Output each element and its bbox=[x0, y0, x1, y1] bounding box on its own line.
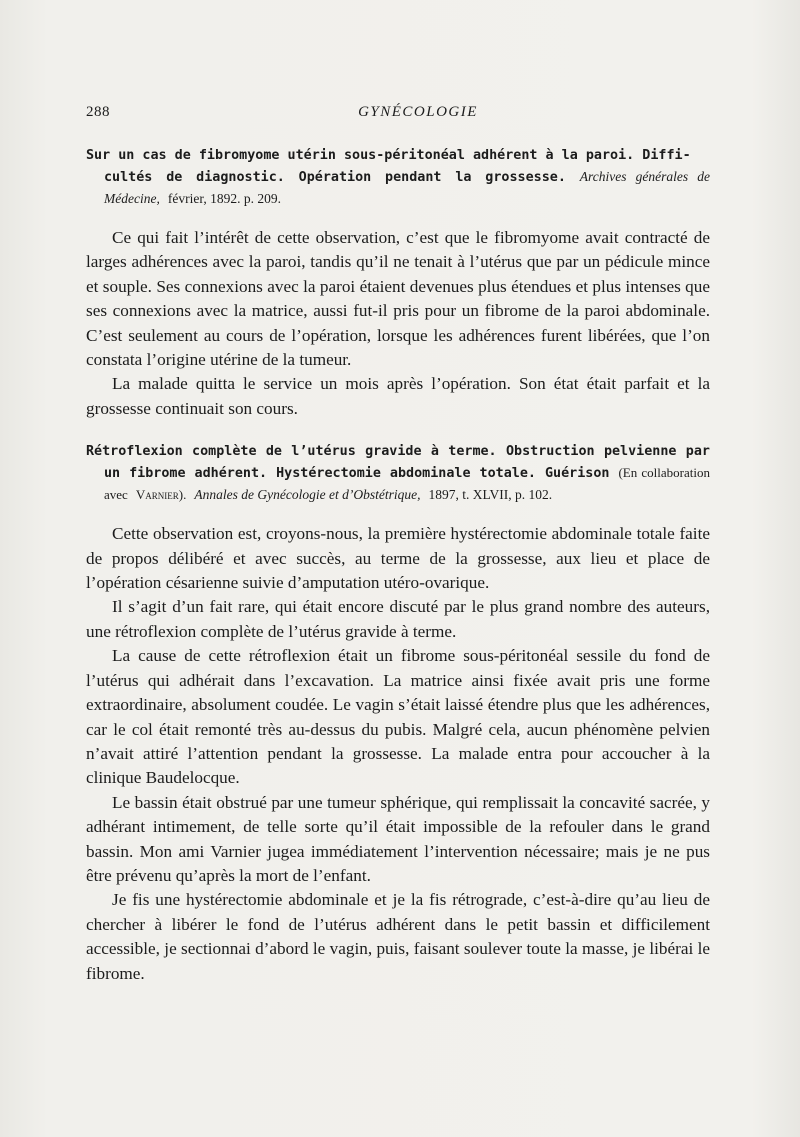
paragraph: La cause de cette rétroflexion était un fibrome sous-péritonéal sessile du fond de l’utérus qui adhérait dans l’excavation. La matrice ainsi fixée avait pris une forme extraordinaire, absolument coudée. Le vagin s’était laissé étendre plus que les adhérences, car le col était remonté très au-dessus du pubis. Malgré cela, aucun phénomène pelvien n’avait attiré l’attention pendant la grossesse. La malade entra pour accoucher à la clinique Baudelocque. bbox=[86, 646, 710, 788]
entry-collaboration: (En collaboration avec bbox=[104, 465, 710, 503]
paragraph: Le bassin était obstrué par une tumeur sphérique, qui remplissait la concavité sacrée, y adhérant intimement, de telle sorte qu’il était impossible de la refouler dans le grand bassin. Mon ami Varnier jugea immédiatement l’intervention nécessaire; mais je ne pus être prévenu qu’après la mort de l’enfant. bbox=[86, 792, 710, 885]
entry-collaboration-close: ). bbox=[178, 487, 187, 503]
entry-title-line1: Sur un cas de fibromyome utérin sous-péritonéal adhérent à la paroi. Diffi- bbox=[86, 148, 691, 163]
paragraph: La malade quitta le service un mois après l’opération. Son état était parfait et la grossesse continuait son cours. bbox=[86, 374, 710, 418]
entry-heading bbox=[86, 441, 710, 506]
entry-title-line2: fibrome adhérent. Hystérectomie abdominale totale. Guérison bbox=[129, 466, 610, 482]
entry-collaborator-name: Varnier bbox=[135, 487, 179, 503]
entry-source-journal: Annales de Gynécologie et d’Obstétrique, bbox=[194, 487, 421, 503]
page-content bbox=[86, 145, 710, 986]
section-retroflexion bbox=[86, 441, 710, 986]
entry-title-line1: Rétroflexion complète de l’utérus gravide à terme. Obstruction pelvienne par un bbox=[86, 444, 710, 482]
running-head bbox=[86, 104, 710, 126]
paragraph: Ce qui fait l’intérêt de cette observation, c’est que le fibromyome avait contracté de larges adhérences avec la paroi, tandis qu’il ne tenait à l’utérus que par un pédicule mince et souple. Ses connexions avec la paroi étaient devenues plus étendues et plus intenses que ses connexions avec la matrice, aussi fut-il pris pour un fibrome de la paroi abdominale. C’est seulement au cours de l’opération, lorsque les adhérences furent libérées, que l’on constata l’origine utérine de la tumeur. bbox=[86, 228, 710, 370]
paragraph: Il s’agit d’un fait rare, qui était encore discuté par le plus grand nombre des auteurs, une rétroflexion complète de l’utérus gravide à terme. bbox=[86, 597, 710, 641]
entry-heading bbox=[86, 145, 710, 210]
entry-source-date: février, 1892. p. 209. bbox=[167, 191, 281, 206]
section-body bbox=[86, 226, 710, 421]
paragraph: Je fis une hystérectomie abdominale et je la fis rétrograde, c’est-à-dire qu’au lieu de chercher à libérer le fond de l’utérus adhérent dans le petit bassin et difficilement accessible, je sectionnai d’abord le vagin, puis, faisant soulever toute la masse, je libérai le fibrome. bbox=[86, 890, 710, 983]
paragraph: Cette observation est, croyons-nous, la première hystérectomie abdominale totale faite de propos délibéré et avec succès, au terme de la grossesse, aux lieu et place de l’opération césarienne suivie d’amputation utéro-ovarique. bbox=[86, 524, 710, 593]
entry-source-date: 1897, t. XLVII, p. 102. bbox=[428, 487, 553, 503]
entry-title-line2: cultés de diagnostic. Opération pendant la grossesse. bbox=[104, 170, 566, 185]
entry-source-journal: Archives générales de Médecine, bbox=[104, 169, 710, 206]
section-body bbox=[86, 522, 710, 986]
running-title: GYNÉCOLOGIE bbox=[358, 104, 478, 120]
page-number: 288 bbox=[86, 104, 110, 120]
section-fibromyome bbox=[86, 145, 710, 421]
